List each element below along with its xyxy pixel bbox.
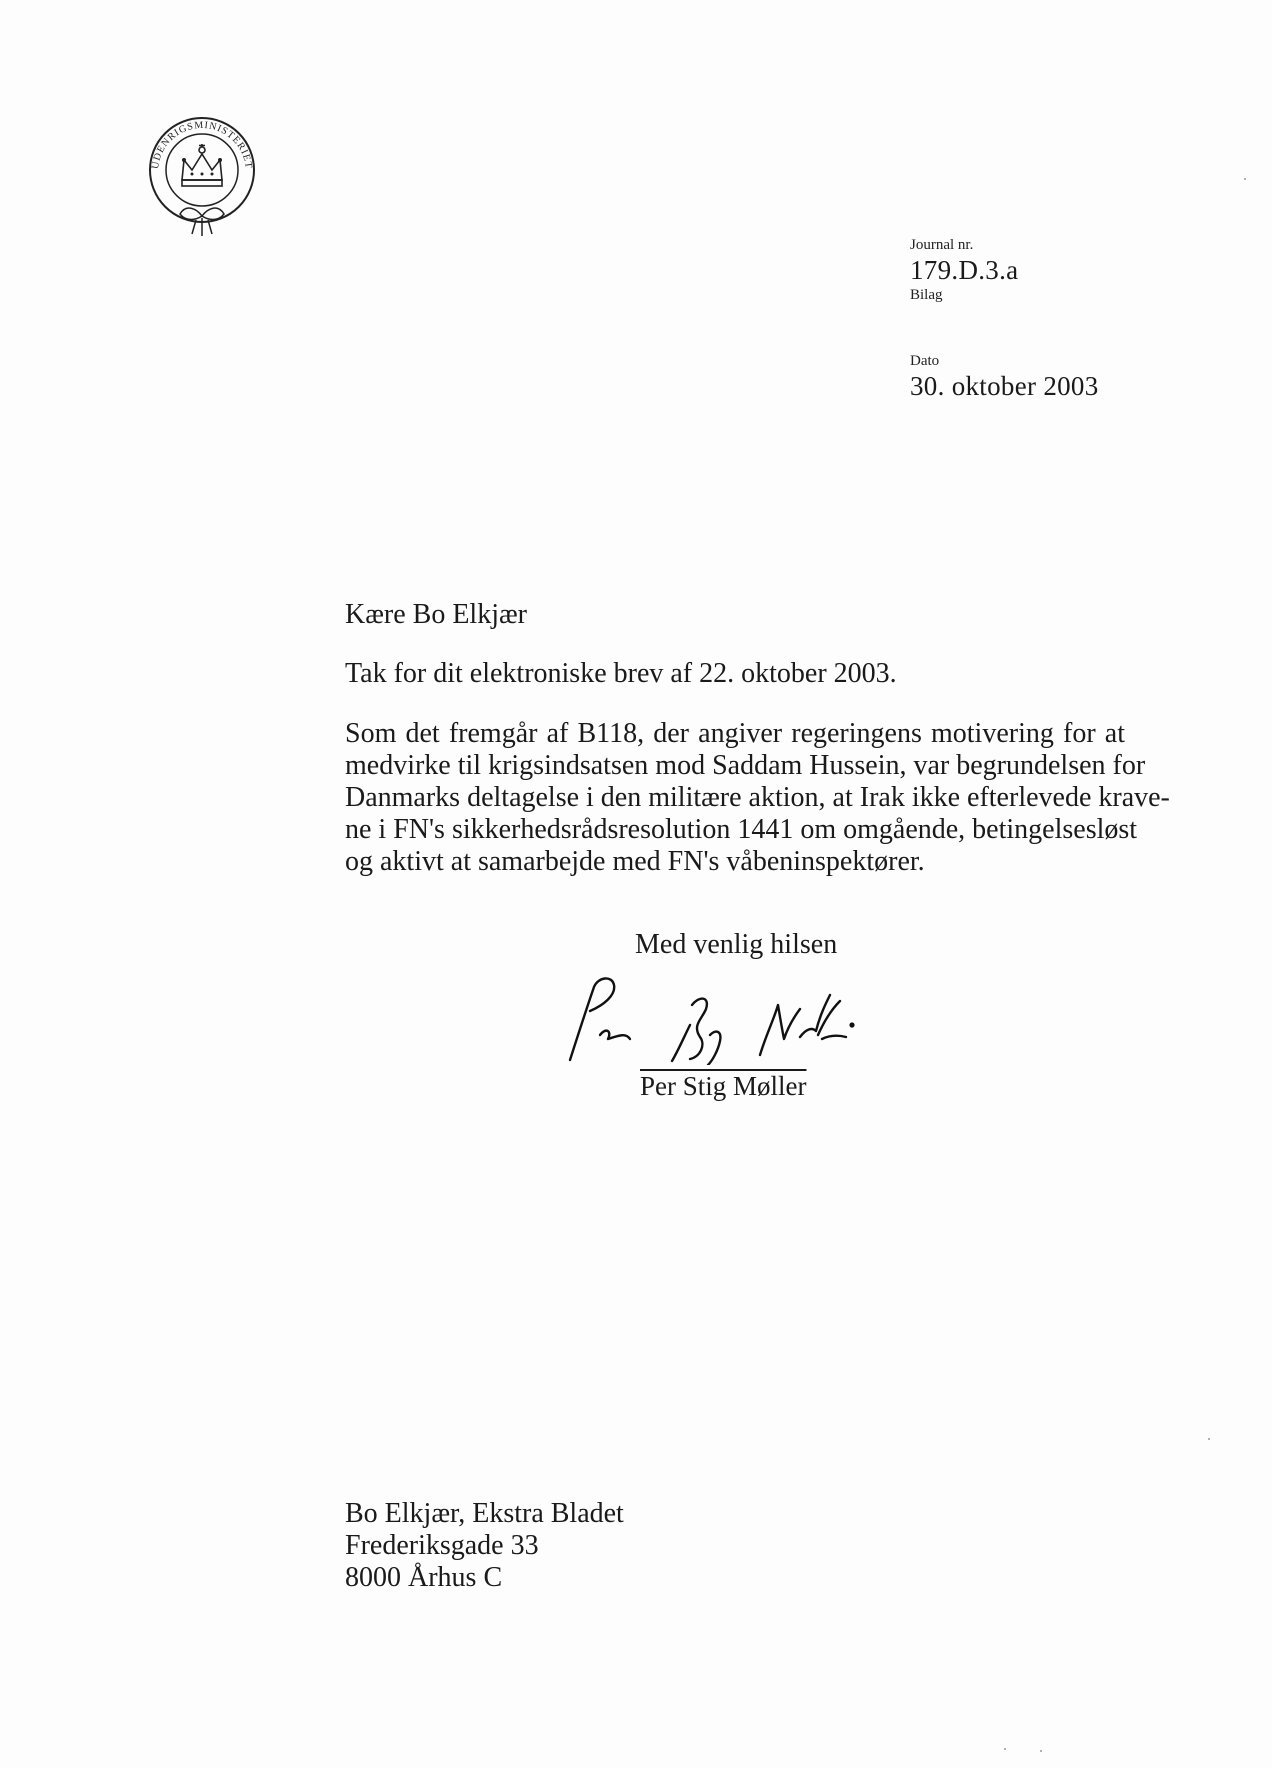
body-line: medvirke til krigsindsatsen mod Saddam Hussein, var begrundelsen for xyxy=(345,750,1146,781)
closing: Med venlig hilsen xyxy=(635,929,838,960)
journal-label: Journal nr. xyxy=(910,237,974,253)
reference-block xyxy=(910,236,1210,402)
body-paragraph xyxy=(345,718,1170,878)
scan-speck xyxy=(1004,1748,1006,1750)
recipient-address xyxy=(345,1498,624,1594)
scan-speck xyxy=(1244,178,1246,180)
address-line: 8000 Århus C xyxy=(345,1562,503,1593)
scan-speck xyxy=(1208,1438,1210,1440)
scan-speck xyxy=(1040,1750,1042,1752)
bilag-label: Bilag xyxy=(910,287,943,303)
date-label: Dato xyxy=(910,353,940,369)
signature-icon xyxy=(560,965,860,1065)
thanks-line: Tak for dit elektroniske brev af 22. oktober 2003. xyxy=(345,658,897,689)
date-value: 30. oktober 2003 xyxy=(910,371,1099,401)
journal-number: 179.D.3.a xyxy=(910,255,1019,285)
address-line: Frederiksgade 33 xyxy=(345,1530,539,1561)
body-line: Som det fremgår af B118, der angiver regeringens motivering for at xyxy=(345,718,1125,749)
address-line: Bo Elkjær, Ekstra Bladet xyxy=(345,1498,624,1529)
body-line: og aktivt at samarbejde med FN's våbeninspektører. xyxy=(345,846,925,877)
body-line: ne i FN's sikkerhedsrådsresolution 1441 om omgående, betingelsesløst xyxy=(345,814,1138,845)
seal-text: UDENRIGSMINISTERIET xyxy=(149,119,254,170)
body-line: Danmarks deltagelse i den militære aktion, at Irak ikke efterlevede krave- xyxy=(345,782,1170,813)
ministry-seal-icon xyxy=(140,108,264,240)
signer-name: Per Stig Møller xyxy=(640,1071,807,1101)
salutation: Kære Bo Elkjær xyxy=(345,599,527,630)
